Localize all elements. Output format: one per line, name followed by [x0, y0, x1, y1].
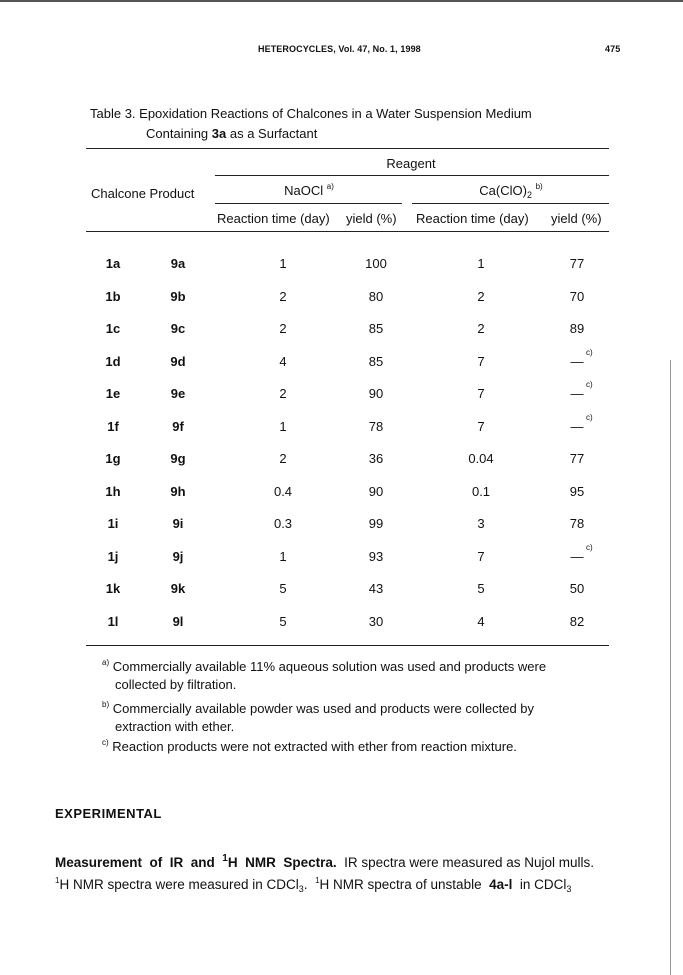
naocl-yield-cell: 85 — [368, 321, 384, 336]
table-bottom-rule — [86, 645, 609, 646]
footnote-c-mark: c) — [586, 412, 593, 422]
naocl-yield-cell: 80 — [368, 288, 384, 304]
product-cell: 9b — [170, 288, 186, 304]
caclo-yield-cell: 50 — [569, 581, 585, 596]
naocl-time-cell: 5 — [279, 613, 287, 629]
table-caption — [90, 104, 532, 144]
product-cell: 9g — [170, 451, 186, 466]
product-cell: 9e — [170, 386, 186, 401]
product-cell: 9i — [172, 516, 184, 531]
naocl-yield-cell: 90 — [368, 483, 384, 499]
naocl-yield-header: yield (%) — [346, 211, 397, 226]
caclo-time-cell: 7 — [477, 418, 485, 434]
naocl-time-cell: 2 — [279, 288, 287, 304]
experimental-line-1: Measurement of IR and $^1$H NMR Spectra. IR spectra were measured as Nujol mulls. — [55, 853, 594, 870]
naocl-time-cell: 2 — [279, 386, 287, 401]
product-cell: 9l — [172, 613, 184, 629]
caclo-yield-cell: 95 — [569, 483, 585, 499]
caption-line-1: Table 3. Epoxidation Reactions of Chalcones in a Water Suspension Medium — [90, 106, 532, 121]
caclo-yield-cell: — — [570, 386, 584, 401]
naocl-time-cell: 2 — [279, 451, 287, 466]
caclo-time-cell: 7 — [477, 353, 485, 369]
caclo-rule — [412, 203, 609, 204]
caclo-yield-cell: 77 — [569, 451, 585, 466]
caclo-yield-cell: — — [570, 548, 584, 564]
caclo-time-cell: 5 — [477, 581, 485, 596]
caclo-time-cell: 1 — [477, 256, 485, 271]
naocl-yield-cell: 43 — [368, 581, 384, 596]
caclo-time-cell: 7 — [477, 548, 485, 564]
journal-citation: HETEROCYCLES, Vol. 47, No. 1, 1998 — [258, 44, 421, 54]
naocl-yield-cell: 78 — [368, 418, 384, 434]
experimental-line-2: $^1$H NMR spectra were measured in CDCl$_3$. $^1$H NMR spectra of unstable 4a-l in CDCl$_3$ — [55, 876, 572, 894]
chalcone-cell: 1b — [105, 288, 121, 304]
chalcone-cell: 1a — [105, 256, 121, 271]
naocl-yield-cell: 100 — [365, 256, 387, 271]
product-cell: 9c — [170, 321, 186, 336]
footnote-a: $^{a)}$ Commercially available 11% aqueous solution was used and products were collected by filtration. — [102, 658, 547, 692]
chalcone-cell: 1i — [107, 516, 119, 531]
naocl-yield-cell: 93 — [368, 548, 384, 564]
chalcone-cell: 1g — [105, 451, 121, 466]
caption-line-2: Containing 3a as a Surfactant — [146, 126, 318, 141]
caclo-time-header: Reaction time (day) — [416, 211, 529, 226]
naocl-time-cell: 4 — [279, 353, 287, 369]
chalcone-cell: 1c — [105, 321, 121, 336]
header-bottom-rule — [86, 231, 609, 232]
footnote-c: $^{c)}$ Reaction products were not extracted with ether from reaction mixture. — [102, 738, 517, 754]
footnote-c-mark: c) — [586, 347, 593, 357]
naocl-yield-cell: 36 — [368, 451, 384, 466]
naocl-header: NaOCl $^{a)}$ — [284, 182, 334, 198]
product-cell: 9k — [170, 581, 186, 596]
chalcone-cell: 1e — [105, 386, 121, 401]
reagent-rule — [215, 175, 609, 176]
caclo-header: $Ca(ClO)_2$ $^{b)}$ — [479, 182, 543, 200]
product-cell: 9h — [170, 483, 186, 499]
caclo-yield-header: yield (%) — [551, 211, 602, 226]
product-cell: 9j — [172, 548, 184, 564]
chalcone-cell: 1d — [105, 353, 121, 369]
right-margin-line — [670, 360, 671, 975]
caclo-yield-cell: 78 — [569, 516, 585, 531]
page-number: 475 — [605, 44, 621, 54]
caclo-time-cell: 0.04 — [468, 451, 494, 466]
naocl-time-cell: 1 — [279, 548, 287, 564]
naocl-time-cell: 0.3 — [273, 516, 293, 531]
naocl-yield-cell: 30 — [368, 613, 384, 629]
caclo-time-cell: 2 — [477, 288, 485, 304]
caclo-time-cell: 2 — [477, 321, 485, 336]
caclo-time-cell: 4 — [477, 613, 485, 629]
chalcone-cell: 1l — [107, 613, 119, 629]
naocl-time-cell: 5 — [279, 581, 287, 596]
reagent-header: Reagent — [386, 156, 436, 171]
product-cell: 9d — [170, 353, 186, 369]
footnote-c-mark: c) — [586, 542, 593, 552]
caclo-yield-cell: — — [570, 353, 584, 369]
naocl-time-header: Reaction time (day) — [217, 211, 330, 226]
naocl-time-cell: 1 — [279, 256, 287, 271]
chalcone-product-header: Chalcone Product — [91, 186, 195, 201]
caclo-yield-cell: 70 — [569, 288, 585, 304]
product-cell: 9f — [172, 418, 184, 434]
naocl-rule — [215, 203, 402, 204]
top-border-line — [0, 0, 683, 2]
naocl-time-cell: 1 — [279, 418, 287, 434]
table-top-rule — [86, 148, 609, 149]
experimental-heading: EXPERIMENTAL — [55, 806, 162, 821]
naocl-time-cell: 2 — [279, 321, 287, 336]
naocl-yield-cell: 85 — [368, 353, 384, 369]
caclo-yield-cell: 77 — [569, 256, 585, 271]
naocl-yield-cell: 99 — [368, 516, 384, 531]
chalcone-cell: 1f — [107, 418, 119, 434]
chalcone-cell: 1k — [105, 581, 121, 596]
caclo-time-cell: 7 — [477, 386, 485, 401]
caclo-yield-cell: 82 — [569, 613, 585, 629]
naocl-yield-cell: 90 — [368, 386, 384, 401]
product-cell: 9a — [170, 256, 186, 271]
caclo-yield-cell: 89 — [569, 321, 585, 336]
chalcone-cell: 1j — [107, 548, 119, 564]
caclo-yield-cell: — — [570, 418, 584, 434]
chalcone-cell: 1h — [105, 483, 121, 499]
footnote-c-mark: c) — [586, 380, 593, 389]
caclo-time-cell: 3 — [477, 516, 485, 531]
caclo-time-cell: 0.1 — [471, 483, 491, 499]
naocl-time-cell: 0.4 — [273, 483, 293, 499]
footnote-b: $^{b)}$ Commercially available powder was used and products were collected by extraction with ether. — [102, 700, 535, 734]
